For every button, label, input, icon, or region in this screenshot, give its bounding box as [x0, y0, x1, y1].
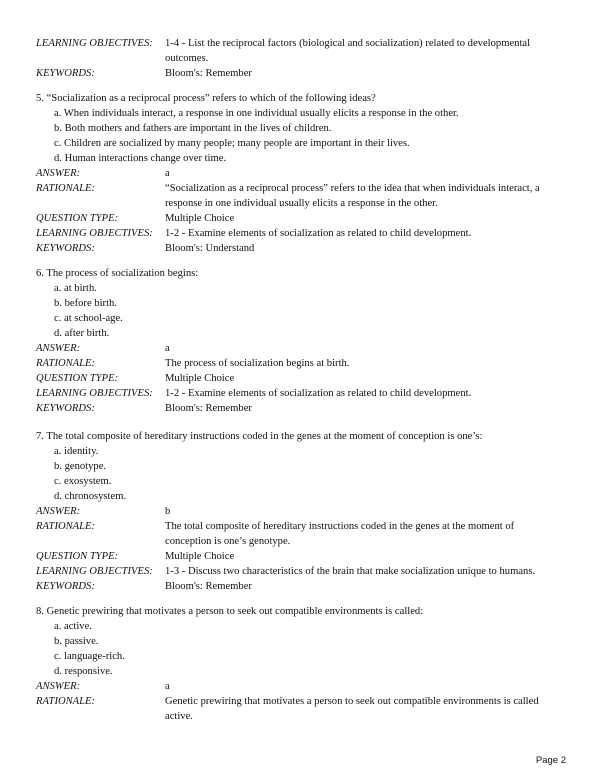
question-8-option-b: b. passive. [54, 636, 99, 647]
question-5-option-b: b. Both mothers and fathers are important in the lives of children. [54, 123, 332, 134]
question-5-option-a: a. When individuals interact, a response in one individual usually elicits a response in the other. [54, 108, 459, 119]
answer-label: ANSWER: [36, 343, 81, 354]
rationale-line-1: Genetic prewiring that motivates a person to seek out compatible environments is called [165, 696, 539, 707]
rationale-line-2: response in one individual usually elicits a response in the other. [165, 198, 438, 209]
rationale-line-2: conception is one’s genotype. [165, 536, 291, 547]
keywords-value: Bloom's: Remember [165, 581, 252, 592]
page-number: Page 2 [535, 755, 566, 766]
answer-value: b [165, 506, 171, 517]
question-7-option-b: b. genotype. [54, 461, 107, 472]
answer-value: a [165, 168, 170, 179]
keywords-label: KEYWORDS: [36, 243, 95, 254]
keywords-value: Bloom's: Understand [165, 243, 255, 254]
question-type-label: QUESTION TYPE: [36, 213, 119, 224]
question-6-option-a: a. at birth. [54, 283, 97, 294]
learning-objectives-label: LEARNING OBJECTIVES: [36, 38, 153, 49]
rationale-label: RATIONALE: [36, 183, 96, 194]
rationale-line-2: active. [165, 711, 193, 722]
learning-objectives-label: LEARNING OBJECTIVES: [36, 228, 153, 239]
answer-value: a [165, 343, 170, 354]
learning-objectives-value: 1-2 - Examine elements of socialization as related to child development. [165, 228, 472, 239]
answer-value: a [165, 681, 170, 692]
question-type-value: Multiple Choice [165, 373, 235, 384]
rationale-label: RATIONALE: [36, 521, 96, 532]
rationale-label: RATIONALE: [36, 358, 96, 369]
question-7-stem: 7. The total composite of hereditary instructions coded in the genes at the moment of conception is one’s: [36, 431, 483, 442]
question-type-label: QUESTION TYPE: [36, 373, 119, 384]
learning-objectives-label: LEARNING OBJECTIVES: [36, 388, 153, 399]
keywords-label: KEYWORDS: [36, 581, 95, 592]
question-type-label: QUESTION TYPE: [36, 551, 119, 562]
answer-label: ANSWER: [36, 681, 81, 692]
question-8-option-d: d. responsive. [54, 666, 113, 677]
keywords-label: KEYWORDS: [36, 403, 95, 414]
question-8-option-a: a. active. [54, 621, 92, 632]
learning-objectives-value: 1-4 - List the reciprocal factors (biological and socialization) related to developmental [165, 38, 531, 49]
rationale-label: RATIONALE: [36, 696, 96, 707]
question-6-option-c: c. at school-age. [54, 313, 123, 324]
question-type-value: Multiple Choice [165, 551, 235, 562]
question-6-option-d: d. after birth. [54, 328, 110, 339]
learning-objectives-value: 1-3 - Discuss two characteristics of the brain that make socialization unique to humans. [165, 566, 536, 577]
rationale-line-1: The total composite of hereditary instructions coded in the genes at the moment of [165, 521, 515, 532]
rationale-line-1: The process of socialization begins at birth. [165, 358, 350, 369]
keywords-value: Bloom's: Remember [165, 68, 252, 79]
question-5-option-d: d. Human interactions change over time. [54, 153, 227, 164]
learning-objectives-label: LEARNING OBJECTIVES: [36, 566, 153, 577]
rationale-line-1: “Socialization as a reciprocal process” refers to the idea that when individuals interact, a [165, 183, 540, 194]
question-5-option-c: c. Children are socialized by many people; many people are important in their lives. [54, 138, 410, 149]
question-type-value: Multiple Choice [165, 213, 235, 224]
question-8-option-c: c. language-rich. [54, 651, 125, 662]
question-7-option-c: c. exosystem. [54, 476, 112, 487]
answer-label: ANSWER: [36, 506, 81, 517]
question-8-stem: 8. Genetic prewiring that motivates a person to seek out compatible environments is called: [36, 606, 424, 617]
keywords-label: KEYWORDS: [36, 68, 95, 79]
question-6-stem: 6. The process of socialization begins: [36, 268, 199, 279]
question-5-stem: 5. “Socialization as a reciprocal process” refers to which of the following ideas? [36, 93, 376, 104]
learning-objectives-value-cont: outcomes. [165, 53, 209, 64]
question-7-option-a: a. identity. [54, 446, 99, 457]
keywords-value: Bloom's: Remember [165, 403, 252, 414]
answer-label: ANSWER: [36, 168, 81, 179]
learning-objectives-value: 1-2 - Examine elements of socialization as related to child development. [165, 388, 472, 399]
question-6-option-b: b. before birth. [54, 298, 117, 309]
question-7-option-d: d. chronosystem. [54, 491, 127, 502]
